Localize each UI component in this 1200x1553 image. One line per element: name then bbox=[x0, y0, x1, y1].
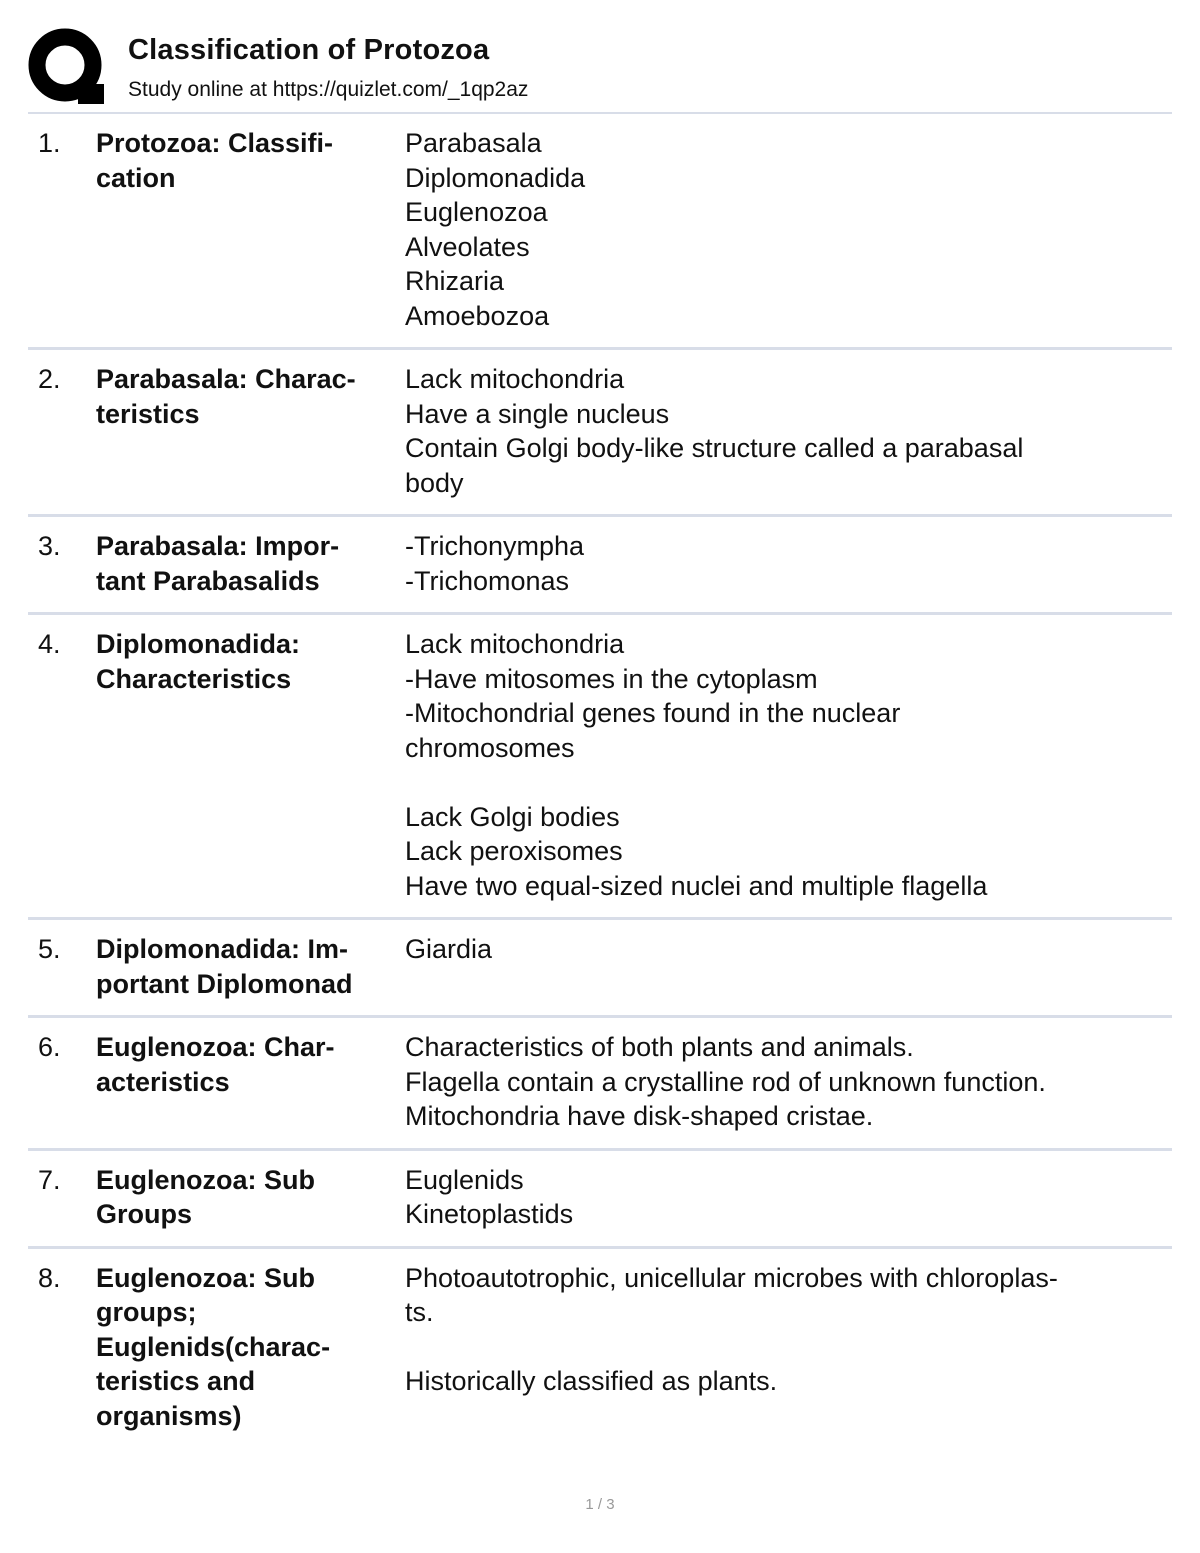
card-number: 8. bbox=[38, 1262, 61, 1293]
card-definition: Characteristics of both plants and animals. Flagella contain a crystalline rod of unknown function. Mitochondria have disk-shaped cristae. bbox=[405, 1032, 1046, 1131]
flashcard-row bbox=[28, 1018, 1172, 1151]
flashcard-row bbox=[28, 517, 1172, 615]
card-definition: Giardia bbox=[405, 934, 493, 964]
flashcard-row bbox=[28, 350, 1172, 517]
flashcard-row bbox=[28, 615, 1172, 920]
card-definition: Parabasala Diplomonadida Euglenozoa Alveolates Rhizaria Amoebozoa bbox=[405, 128, 586, 331]
card-definition: Euglenids Kinetoplastids bbox=[405, 1164, 574, 1229]
card-definition: -Trichonympha -Trichomonas bbox=[405, 531, 585, 596]
flashcard-row bbox=[28, 114, 1172, 350]
card-number: 1. bbox=[38, 128, 61, 158]
card-term: Parabasala: Impor- tant Parabasalids bbox=[96, 531, 340, 596]
card-term: Diplomonadida: Im- portant Diplomonad bbox=[96, 934, 353, 999]
card-definition: Photoautotrophic, unicellular microbes with chloroplas- ts. Historically classified as plants. bbox=[405, 1262, 1058, 1396]
card-number: 4. bbox=[38, 629, 61, 659]
card-number: 3. bbox=[38, 531, 61, 561]
card-term: Euglenozoa: Sub groups; Euglenids(charac- teristics and organisms) bbox=[96, 1262, 331, 1431]
card-definition: Lack mitochondria -Have mitosomes in the cytoplasm -Mitochondrial genes found in the nuclear chromosomes Lack Golgi bodies Lack peroxisomes Have two equal-sized nuclei and multiple flagella bbox=[405, 629, 988, 901]
card-definition: Lack mitochondria Have a single nucleus Contain Golgi body-like structure called a parabasal body bbox=[405, 364, 1024, 498]
card-term: Diplomonadida: Characteristics bbox=[96, 629, 300, 694]
card-term: Euglenozoa: Sub Groups bbox=[96, 1164, 315, 1229]
card-number: 5. bbox=[38, 934, 61, 964]
flashcard-row bbox=[28, 1151, 1172, 1249]
page-subtitle: Study online at https://quizlet.com/_1qp2az bbox=[128, 78, 529, 101]
page-title: Classification of Protozoa bbox=[128, 34, 490, 66]
card-number: 2. bbox=[38, 364, 61, 394]
card-number: 6. bbox=[38, 1032, 61, 1062]
card-term: Protozoa: Classifi- cation bbox=[96, 128, 334, 193]
flashcard-list bbox=[28, 114, 1172, 1447]
flashcard-row bbox=[28, 920, 1172, 1018]
page-number: 1 / 3 bbox=[585, 1496, 615, 1513]
page-header bbox=[28, 28, 1172, 112]
card-term: Parabasala: Charac- teristics bbox=[96, 364, 356, 429]
card-number: 7. bbox=[38, 1164, 61, 1195]
quizlet-q-logo-icon bbox=[28, 28, 106, 106]
flashcard-row bbox=[28, 1249, 1172, 1448]
card-term: Euglenozoa: Char- acteristics bbox=[96, 1032, 335, 1097]
